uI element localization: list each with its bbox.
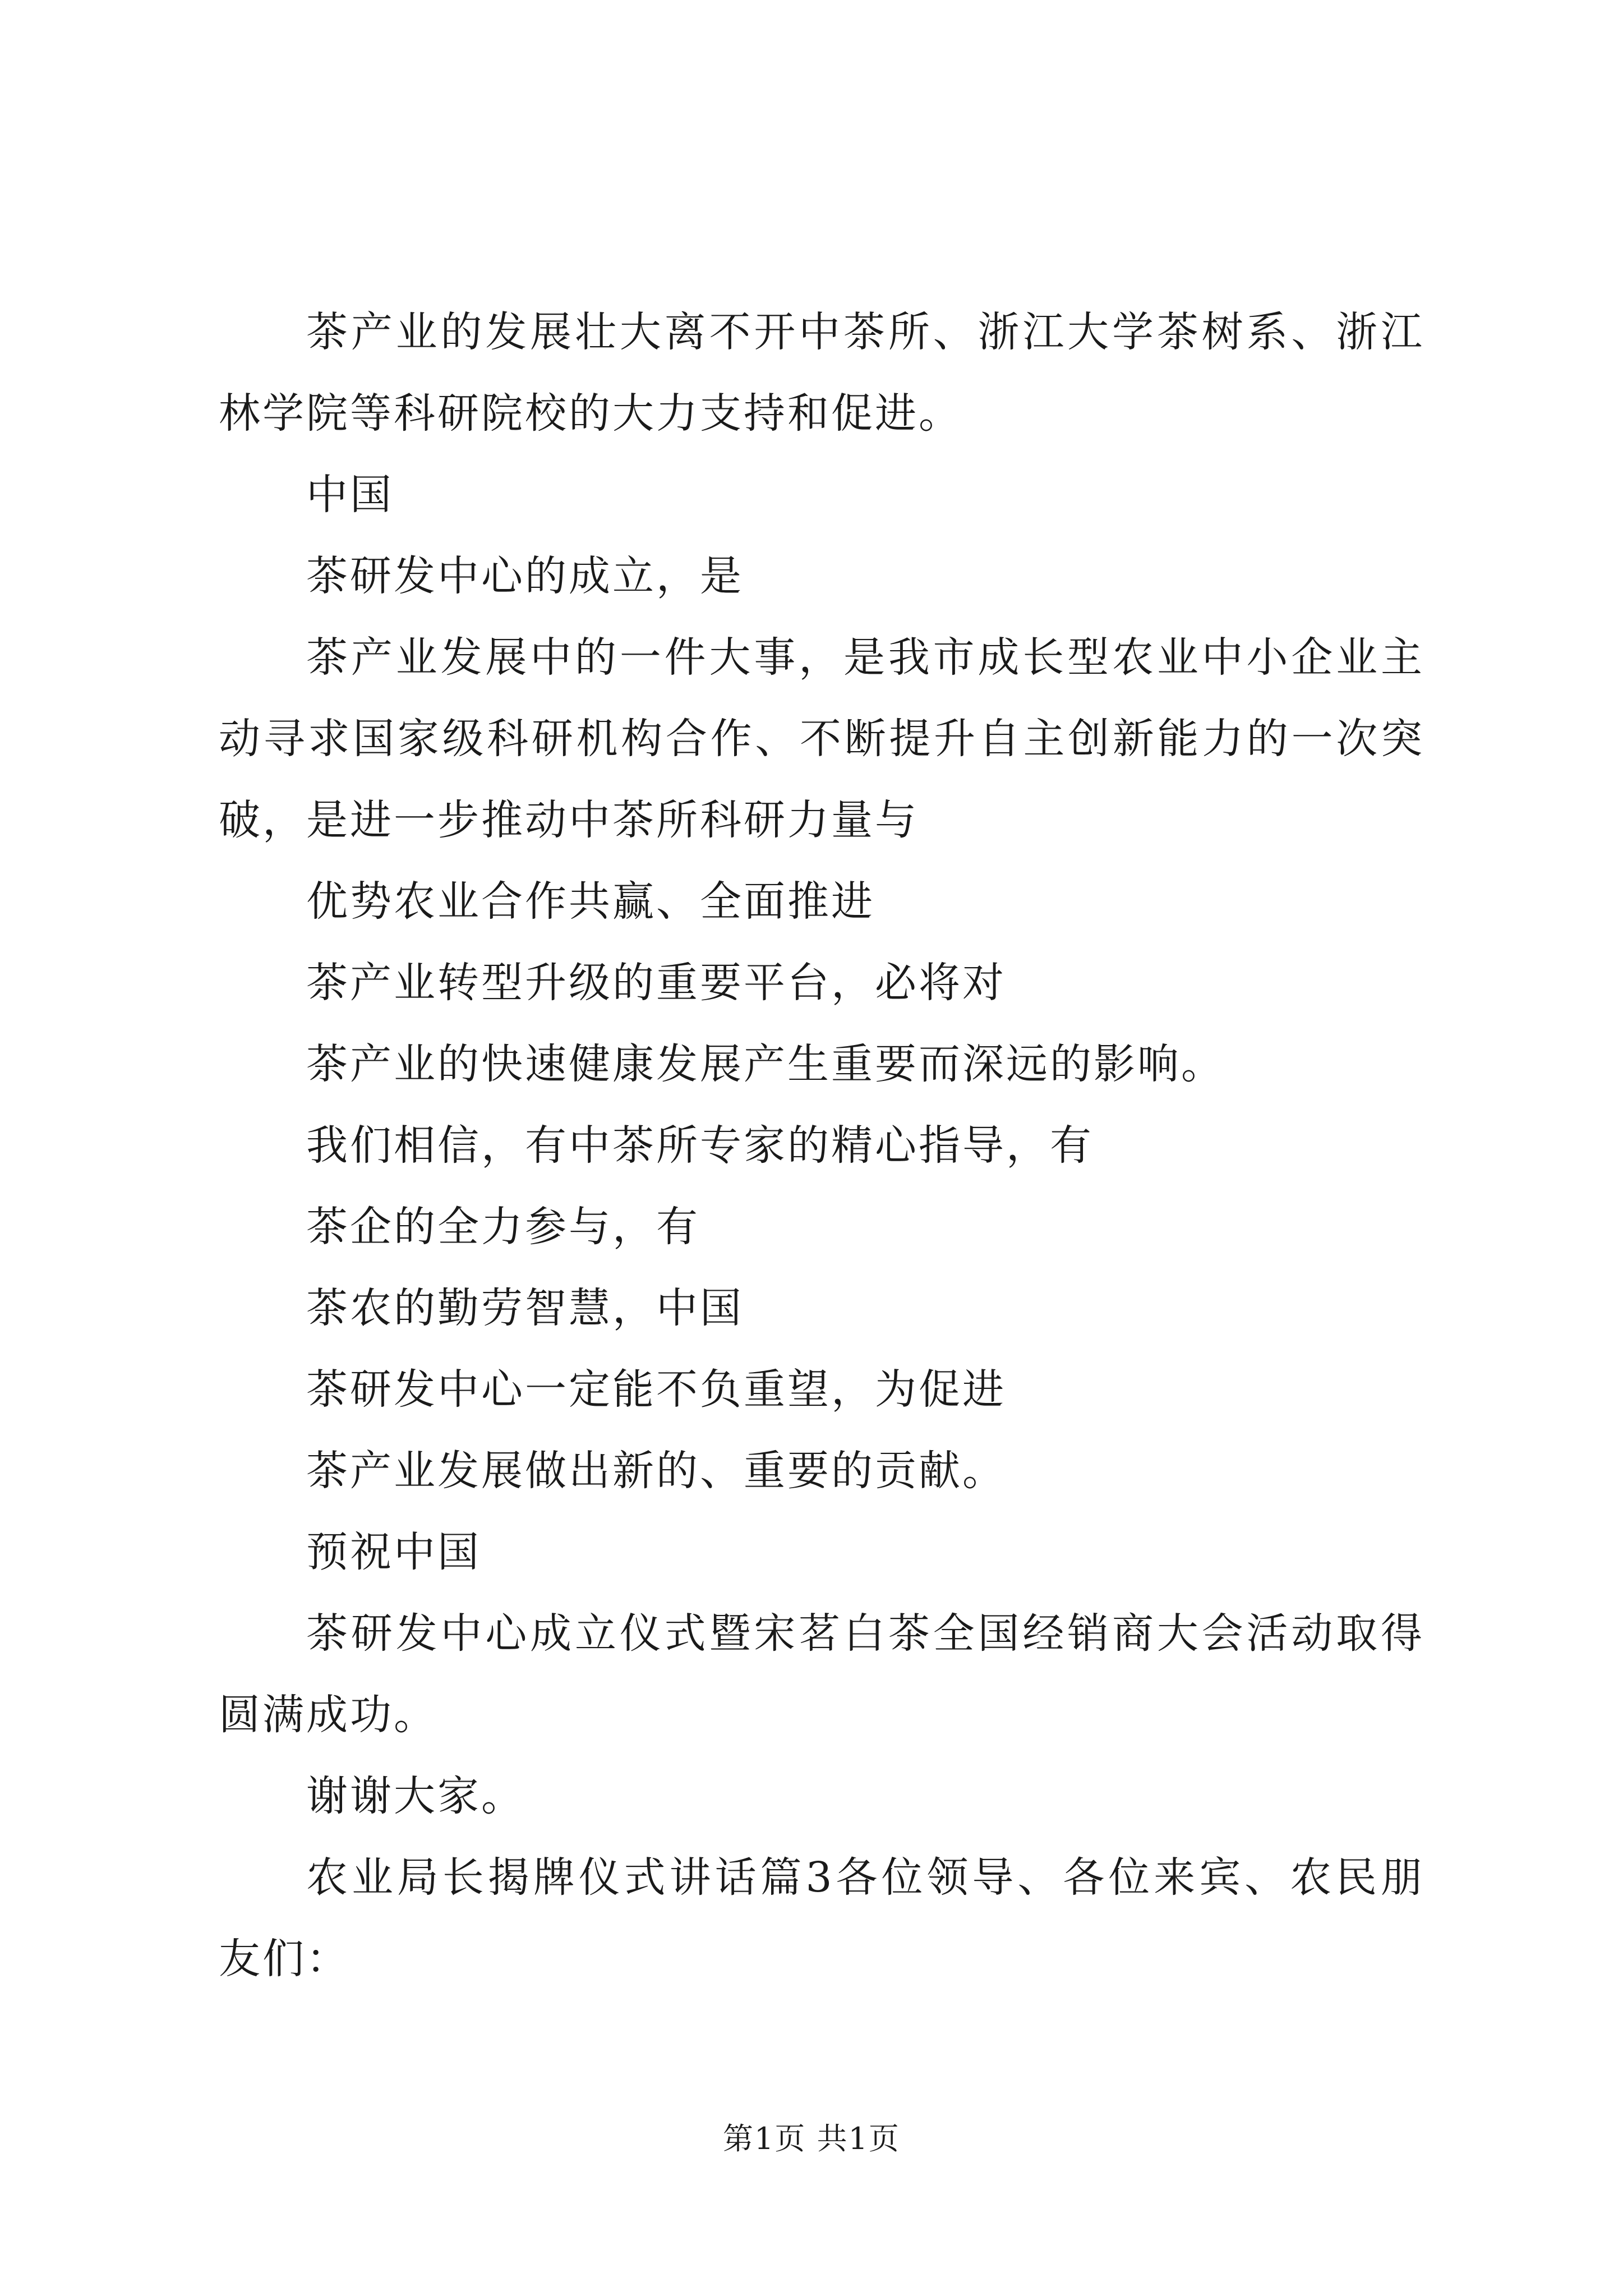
paragraph: 茶研发中心成立仪式暨宋茗白茶全国经销商大会活动取得圆满成功。 [219, 1609, 1424, 1739]
paragraph: 农业局长揭牌仪式讲话篇3各位领导、各位来宾、农民朋友们： [219, 1853, 1424, 1983]
paragraph: 茶产业的发展壮大离不开中茶所、浙江大学茶树系、浙江林学院等科研院校的大力支持和促进。 [219, 308, 1424, 438]
paragraph: 茶产业转型升级的重要平台，必将对 [306, 959, 1006, 1007]
paragraph: 预祝中国 [306, 1528, 481, 1576]
page-footer [0, 2115, 1623, 2158]
paragraph: 茶产业发展中的一件大事，是我市成长型农业中小企业主动寻求国家级科研机构合作、不断提升自主创新能力的一次突破，是进一步推动中茶所科研力量与 [219, 633, 1424, 844]
paragraph: 茶产业发展做出新的、重要的贡献。 [306, 1447, 1006, 1495]
paragraph: 茶企的全力参与，有 [306, 1203, 700, 1251]
paragraph: 茶研发中心一定能不负重望，为促进 [306, 1365, 1006, 1414]
paragraph: 茶研发中心的成立，是 [306, 552, 744, 600]
paragraph: 优势农业合作共赢、全面推进 [306, 877, 875, 926]
paragraph: 茶产业的快速健康发展产生重要而深远的影响。 [306, 1040, 1225, 1088]
page-number: 第1页 共1页 [723, 2121, 900, 2156]
paragraph: 茶农的勤劳智慧，中国 [306, 1284, 744, 1332]
paragraph: 谢谢大家。 [306, 1772, 525, 1820]
paragraph: 中国 [306, 471, 394, 519]
paragraph: 我们相信，有中茶所专家的精心指导，有 [306, 1121, 1094, 1170]
document-body [219, 292, 1424, 2000]
